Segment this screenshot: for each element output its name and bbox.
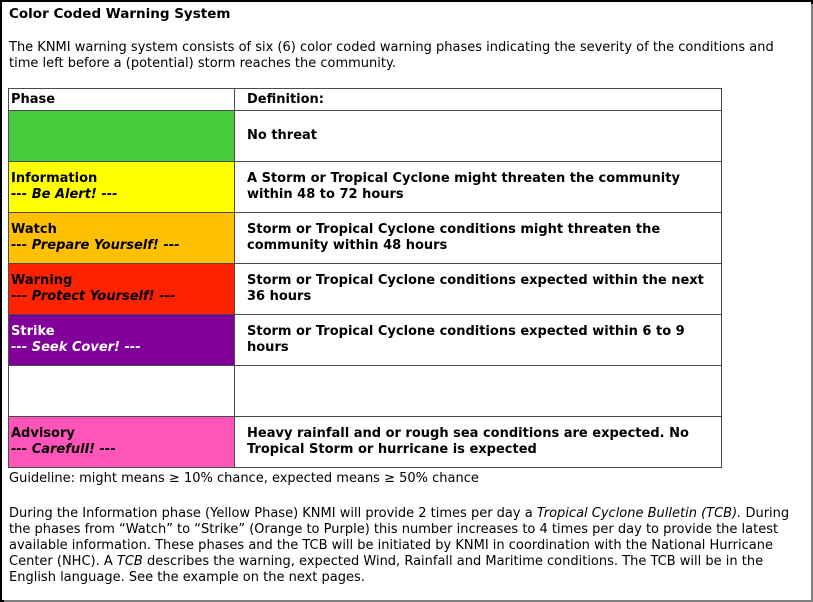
table-row bbox=[9, 315, 722, 366]
table-header-row bbox=[9, 89, 722, 111]
phase-motto: --- Seek Cover! --- bbox=[11, 340, 141, 355]
warning-phase-table bbox=[8, 88, 722, 468]
definition-cell bbox=[235, 366, 722, 417]
phase-motto: --- Be Alert! --- bbox=[11, 187, 118, 202]
phase-name: Advisory bbox=[11, 426, 75, 441]
definition-column-header: Definition: bbox=[235, 89, 722, 111]
phase-name: Information bbox=[11, 171, 98, 186]
section-heading: Color Coded Warning System bbox=[9, 6, 231, 22]
phase-motto: --- Prepare Yourself! --- bbox=[11, 238, 180, 253]
table-row bbox=[9, 213, 722, 264]
paragraph-italic-tcb-title: Tropical Cyclone Bulletin (TCB). bbox=[536, 506, 742, 521]
phase-cell bbox=[9, 417, 235, 468]
phase-name: Strike bbox=[11, 324, 55, 339]
intro-paragraph: The KNMI warning system consists of six (6) color coded warning phases indicating the severity of the conditions and time left before a (potential) storm reaches the community. bbox=[9, 40, 774, 71]
phase-cell bbox=[9, 111, 235, 162]
definition-cell: No threat bbox=[235, 111, 722, 162]
paragraph-text-1: During the Information phase (Yellow Phase) KNMI will provide 2 times per day a bbox=[9, 506, 537, 521]
phase-cell bbox=[9, 264, 235, 315]
phase-motto: --- Protect Yourself! --- bbox=[11, 289, 176, 304]
document-content bbox=[9, 6, 804, 72]
paragraph-text-3: describes the warning, expected Wind, Rainfall and Maritime conditions. The TCB will be in the English language. See the example on the next pages. bbox=[9, 554, 764, 585]
guideline-note: Guideline: might means ≥ 10% chance, expected means ≥ 50% chance bbox=[9, 471, 479, 486]
table-row bbox=[9, 417, 722, 468]
definition-cell: Storm or Tropical Cyclone conditions might threaten the community within 48 hours bbox=[235, 213, 722, 264]
definition-cell: Storm or Tropical Cyclone conditions expected within 6 to 9 hours bbox=[235, 315, 722, 366]
phase-name: Warning bbox=[11, 273, 73, 288]
definition-cell: A Storm or Tropical Cyclone might threaten the community within 48 to 72 hours bbox=[235, 162, 722, 213]
definition-cell: Heavy rainfall and or rough sea conditions are expected. No Tropical Storm or hurricane is expected bbox=[235, 417, 722, 468]
table-body bbox=[9, 111, 722, 468]
phase-cell bbox=[9, 366, 235, 417]
paragraph-text-2: During the phases from “Watch” to “Strike” (Orange to Purple) this number increases to 4 times per day to provide the latest available information. These phases and the TCB will be initiated by KNMI in coordination with the National Hurricane Center (NHC). A bbox=[9, 506, 790, 569]
tcb-paragraph bbox=[9, 506, 809, 586]
table-row bbox=[9, 264, 722, 315]
table-row bbox=[9, 111, 722, 162]
phase-cell bbox=[9, 162, 235, 213]
phase-name: Watch bbox=[11, 222, 57, 237]
phase-motto: --- Carefull! --- bbox=[11, 442, 116, 457]
table-row bbox=[9, 366, 722, 417]
phase-cell bbox=[9, 315, 235, 366]
phase-column-header: Phase bbox=[9, 89, 235, 111]
definition-cell: Storm or Tropical Cyclone conditions expected within the next 36 hours bbox=[235, 264, 722, 315]
phase-cell bbox=[9, 213, 235, 264]
table-row bbox=[9, 162, 722, 213]
paragraph-italic-tcb: TCB bbox=[116, 554, 143, 569]
